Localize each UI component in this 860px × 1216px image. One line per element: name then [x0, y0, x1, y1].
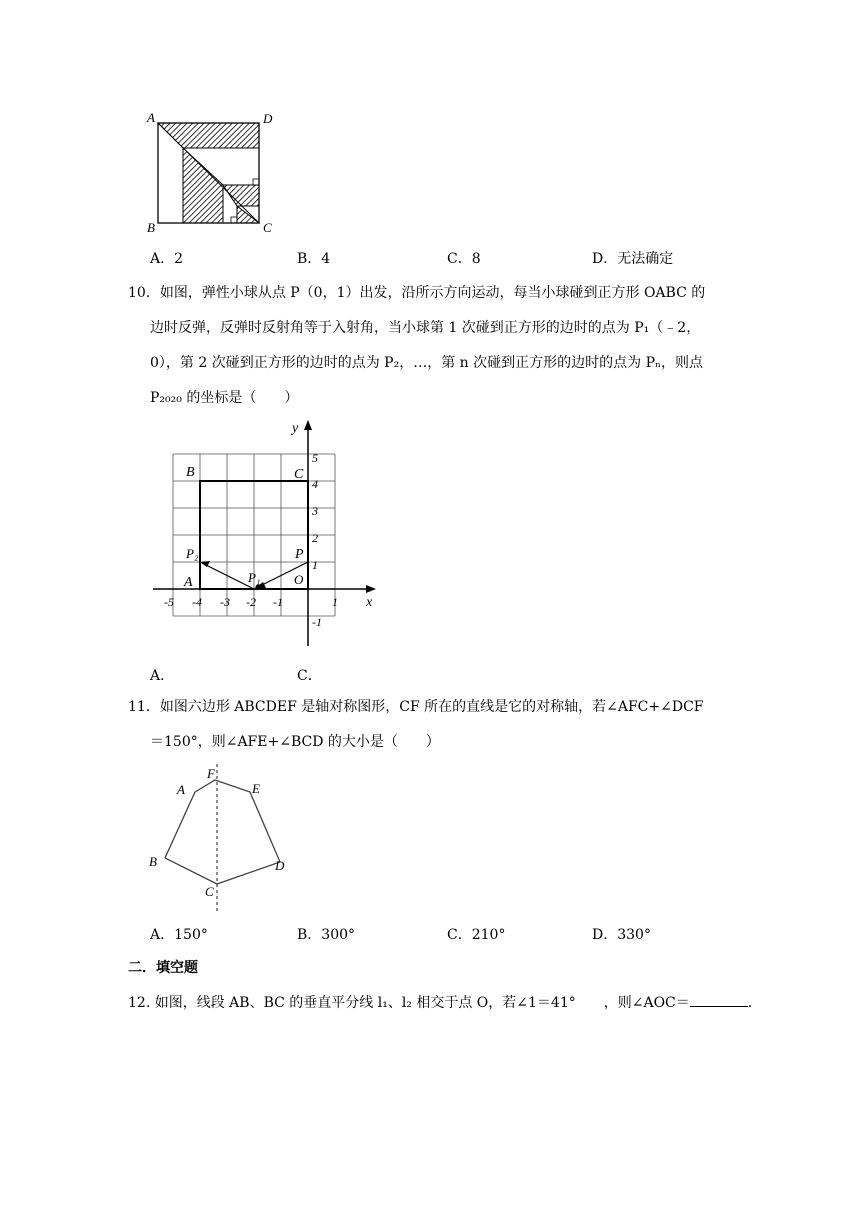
q11-label-a: A [177, 782, 185, 797]
y-tick: -1 [312, 615, 322, 629]
option-letter: D． [592, 251, 618, 267]
section-title: 二．填空题 [128, 960, 198, 976]
x-tick: -2 [246, 595, 256, 609]
q9-label-d: D [263, 111, 273, 126]
q9-option-a[interactable] [150, 248, 183, 268]
option-letter: B． [297, 927, 322, 943]
q11-option-b[interactable] [297, 924, 355, 944]
origin-label: O [294, 572, 304, 587]
point-b-label: B [186, 465, 195, 480]
option-letter: C． [297, 668, 322, 684]
q10-line-4: P₂₀₂₀ 的坐标是（ ） [150, 390, 299, 406]
q9-label-c: C [263, 220, 272, 235]
q12-answer-blank[interactable] [690, 1006, 748, 1007]
q10-figure [150, 418, 385, 648]
y-tick: 2 [312, 531, 318, 545]
q9-option-b[interactable] [297, 248, 330, 268]
q11-label-e: E [252, 781, 260, 796]
q9-label-b: B [147, 220, 155, 235]
y-axis-label: y [292, 421, 299, 436]
option-text: 330° [617, 927, 651, 943]
q10-line-2: 边时反弹，反弹时反射角等于入射角，当小球第 1 次碰到正方形的边时的点为 P₁（﹣2， [150, 320, 701, 336]
option-text: 2 [174, 251, 184, 267]
y-tick: 1 [312, 558, 318, 572]
q11-figure [145, 762, 295, 914]
option-letter: C． [447, 251, 472, 267]
q12-stem [128, 993, 752, 1013]
option-letter: B． [297, 251, 322, 267]
q9-option-c[interactable] [447, 248, 481, 268]
x-tick: -3 [220, 595, 230, 609]
q9-option-d[interactable] [592, 248, 673, 268]
option-letter: D． [592, 927, 618, 943]
option-letter: A． [150, 927, 175, 943]
point-p-label: P [295, 547, 304, 562]
q11-label-d: D [275, 858, 285, 873]
x-tick: -5 [164, 595, 174, 609]
y-tick: 5 [312, 451, 318, 465]
q10-line-1: 10．如图，弹性小球从点 P（0，1）出发，沿所示方向运动，每当小球碰到正方形 OABC 的 [128, 285, 706, 301]
option-text: 150° [174, 927, 208, 943]
option-letter: A． [150, 251, 175, 267]
x-tick: -1 [273, 595, 283, 609]
q11-option-c[interactable] [447, 924, 505, 944]
option-text: 300° [321, 927, 356, 943]
option-letter: C． [447, 927, 472, 943]
q11-label-f: F [207, 766, 215, 781]
q12-text: 12. 如图，线段 AB、BC 的垂直平分线 l₁、l₂ 相交于点 O，若∠1＝41° ，则∠AOC＝ [128, 995, 690, 1011]
q10-option-a[interactable] [150, 665, 174, 685]
q11-option-d[interactable] [592, 924, 651, 944]
q11-line-1: 11．如图六边形 ABCDEF 是轴对称图形，CF 所在的直线是它的对称轴，若∠AFC+∠DCF [128, 699, 704, 715]
option-letter: A． [150, 668, 175, 684]
q11-label-b: B [149, 854, 157, 869]
option-text: 4 [321, 251, 331, 267]
q10-line-3: 0），第 2 次碰到正方形的边时的点为 P₂，…，第 n 次碰到正方形的边时的点为 Pₙ，则点 [150, 355, 704, 371]
point-p2-label: P₂ [186, 546, 199, 561]
q9-square-diagram [145, 108, 280, 238]
x-tick: 1 [332, 595, 338, 609]
q11-line-2: ＝150°，则∠AFE+∠BCD 的大小是（ ） [150, 734, 440, 750]
option-text: 8 [471, 251, 481, 267]
option-text: 无法确定 [617, 251, 674, 267]
x-tick: -4 [192, 595, 202, 609]
point-a-label: A [184, 575, 193, 590]
q9-figure [145, 108, 280, 238]
q11-label-c: C [205, 884, 214, 899]
point-p1-label: P₁ [248, 570, 261, 585]
q11-option-a[interactable] [150, 924, 208, 944]
option-text: 210° [471, 927, 506, 943]
x-axis-label: x [366, 595, 373, 610]
point-c-label: C [294, 467, 304, 482]
q9-label-a: A [147, 110, 155, 125]
q12-end: . [747, 995, 753, 1011]
y-tick: 4 [312, 477, 318, 491]
q10-coordinate-grid [150, 418, 385, 648]
q10-option-c[interactable] [297, 665, 322, 685]
y-tick: 3 [312, 504, 318, 518]
q11-hexagon-diagram [145, 762, 295, 914]
